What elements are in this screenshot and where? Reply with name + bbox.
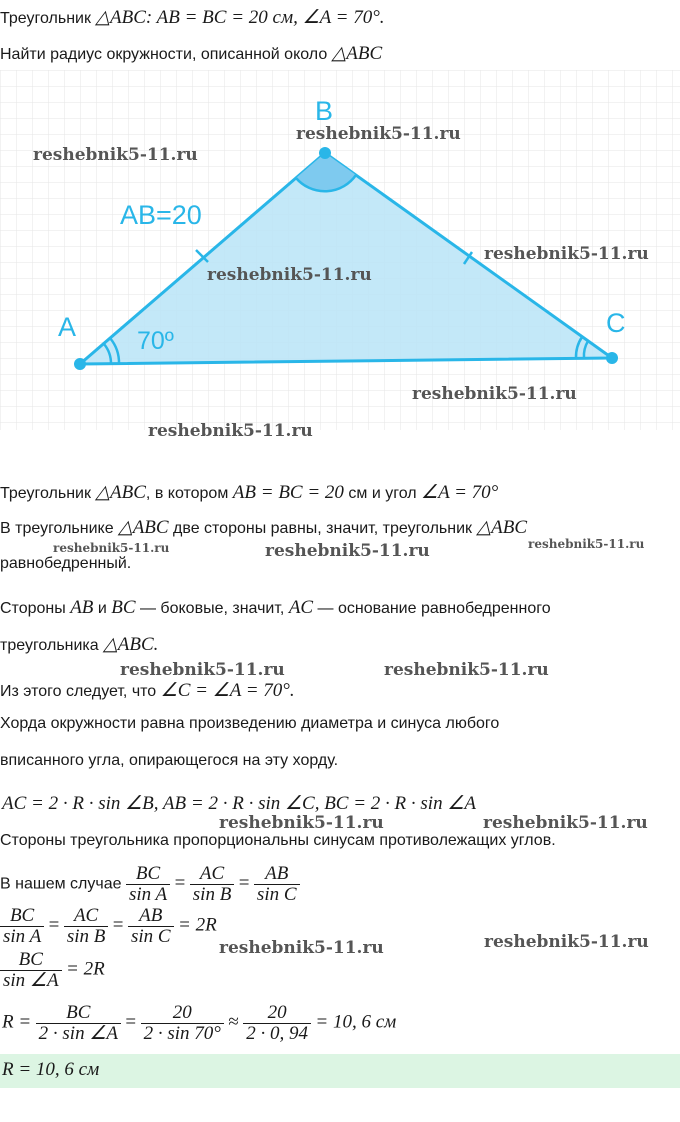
- watermark: reshebnik5-11.ru: [484, 244, 649, 264]
- math: ∠C = ∠A = 70°.: [160, 680, 295, 701]
- fraction-20-2x094: [243, 1003, 311, 1044]
- denominator: sin B: [192, 883, 232, 905]
- denominator: sin A: [128, 883, 168, 905]
- watermark: reshebnik5-11.ru: [33, 145, 198, 165]
- answer-box: [0, 1054, 680, 1088]
- problem-condition-math: △ABC: AB = BC = 20 см, ∠A = 70°.: [95, 7, 385, 28]
- fraction-ac-sin-b: [64, 906, 109, 947]
- fraction-bc-sin-a: [126, 864, 170, 905]
- numerator: AB: [254, 864, 300, 885]
- equals: =: [125, 1011, 137, 1033]
- text: Стороны: [0, 600, 66, 617]
- bc-over-sin-a-2r: [0, 950, 105, 991]
- watermark: reshebnik5-11.ru: [296, 124, 461, 144]
- solution-line-2: [0, 516, 527, 539]
- text: — основание равнобедренного: [317, 600, 551, 617]
- sine-theorem-2r: [0, 906, 217, 947]
- side-ab-label: AB=20: [120, 200, 202, 230]
- equals-2r: = 2R: [178, 914, 217, 936]
- watermark: reshebnik5-11.ru: [120, 660, 285, 680]
- numerator: AC: [64, 906, 109, 927]
- vertex-b-dot: [319, 147, 331, 159]
- equals: =: [238, 872, 250, 894]
- denominator: sin B: [66, 925, 106, 947]
- fraction-ab-sin-c: [254, 864, 300, 905]
- vertex-a-label: A: [58, 312, 77, 342]
- watermark: reshebnik5-11.ru: [412, 384, 577, 404]
- text: , в котором: [145, 485, 229, 502]
- equals-2r: = 2R: [66, 958, 105, 980]
- math: AB = BC = 20: [232, 482, 344, 503]
- math: △ABC: [476, 517, 527, 538]
- text: и: [97, 600, 107, 617]
- watermark: reshebnik5-11.ru: [148, 421, 313, 441]
- vertex-b-label: B: [315, 96, 334, 126]
- answer-text: R = 10, 6 см: [2, 1059, 100, 1080]
- denominator: sin ∠A: [3, 969, 59, 991]
- r-result: = 10, 6 см: [315, 1011, 397, 1033]
- fraction-bc-sin-angle-a: [0, 950, 62, 991]
- vertex-c-label: C: [606, 308, 626, 338]
- numerator: BC: [36, 1003, 121, 1024]
- vertex-a-dot: [74, 358, 86, 370]
- numerator: BC: [126, 864, 170, 885]
- numerator: BC: [0, 950, 62, 971]
- angle-a-label: 70º: [137, 327, 174, 355]
- watermark: reshebnik5-11.ru: [528, 537, 645, 551]
- solution-line-4: [0, 679, 295, 702]
- watermark: reshebnik5-11.ru: [484, 932, 649, 952]
- watermark: reshebnik5-11.ru: [265, 541, 430, 561]
- watermark: reshebnik5-11.ru: [53, 541, 170, 555]
- text: треугольника: [0, 637, 99, 654]
- math: △ABC.: [103, 634, 159, 655]
- math: BC: [111, 597, 136, 618]
- fraction-ac-sin-b: [190, 864, 235, 905]
- text: две стороны равны, значит, треугольник: [173, 520, 473, 537]
- watermark: reshebnik5-11.ru: [207, 265, 372, 285]
- fraction-bc-2sin-a: [36, 1003, 121, 1044]
- sine-theorem-line: [0, 864, 300, 905]
- numerator: AB: [128, 906, 174, 927]
- approx: ≈: [228, 1011, 239, 1033]
- numerator: BC: [0, 906, 44, 927]
- numerator: 20: [141, 1003, 224, 1024]
- text: Из этого следует, что: [0, 683, 157, 700]
- math: △ABC: [118, 517, 169, 538]
- math: ∠A = 70°: [421, 482, 499, 503]
- denominator: 2 · sin 70°: [143, 1022, 221, 1044]
- solution-line-2-cont: равнобедренный.: [0, 555, 132, 572]
- solution-line-3-cont: [0, 633, 158, 656]
- chord-formulas: AC = 2 · R · sin ∠B, AB = 2 · R · sin ∠C, BC = 2 · R · sin ∠A: [2, 793, 476, 814]
- text: В нашем случае: [0, 875, 122, 893]
- fraction-20-2sin70: [141, 1003, 224, 1044]
- problem-triangle-math: △ABC: [331, 43, 383, 64]
- vertex-c-dot: [606, 352, 618, 364]
- math: AC: [288, 597, 314, 618]
- text: — боковые, значит,: [139, 600, 285, 617]
- problem-question: Найти радиус окружности, описанной около: [0, 46, 328, 63]
- denominator: sin A: [3, 925, 42, 947]
- fraction-bc-sin-a: [0, 906, 44, 947]
- problem-word: Треугольник: [0, 10, 91, 27]
- denominator: 2 · sin ∠A: [38, 1022, 118, 1044]
- watermark: reshebnik5-11.ru: [219, 938, 384, 958]
- watermark: reshebnik5-11.ru: [219, 813, 384, 833]
- denominator: sin C: [130, 925, 171, 947]
- text: В треугольнике: [0, 520, 114, 537]
- solution-line-1: [0, 481, 498, 504]
- watermark: reshebnik5-11.ru: [483, 813, 648, 833]
- radius-calculation: [2, 1003, 396, 1044]
- solution-line-3: [0, 597, 551, 619]
- equals: =: [112, 914, 124, 936]
- watermark: reshebnik5-11.ru: [384, 660, 549, 680]
- solution-line-5: Хорда окружности равна произведению диаметра и синуса любого: [0, 715, 500, 732]
- problem-line-2: [0, 42, 382, 65]
- fraction-ab-sin-c: [128, 906, 174, 947]
- numerator: AC: [190, 864, 235, 885]
- denominator: 2 · 0, 94: [246, 1022, 308, 1044]
- math: △ABC: [95, 482, 146, 503]
- solution-line-7: Стороны треугольника пропорциональны синусам противолежащих углов.: [0, 832, 556, 849]
- math: AB: [70, 597, 94, 618]
- problem-line-1: [0, 6, 385, 29]
- equals: =: [174, 872, 186, 894]
- r-lhs: R =: [2, 1011, 32, 1033]
- text: см и угол: [348, 485, 417, 502]
- denominator: sin C: [256, 883, 297, 905]
- solution-line-5-cont: вписанного угла, опирающегося на эту хорду.: [0, 752, 339, 769]
- text: Треугольник: [0, 485, 91, 502]
- numerator: 20: [243, 1003, 311, 1024]
- equals: =: [48, 914, 60, 936]
